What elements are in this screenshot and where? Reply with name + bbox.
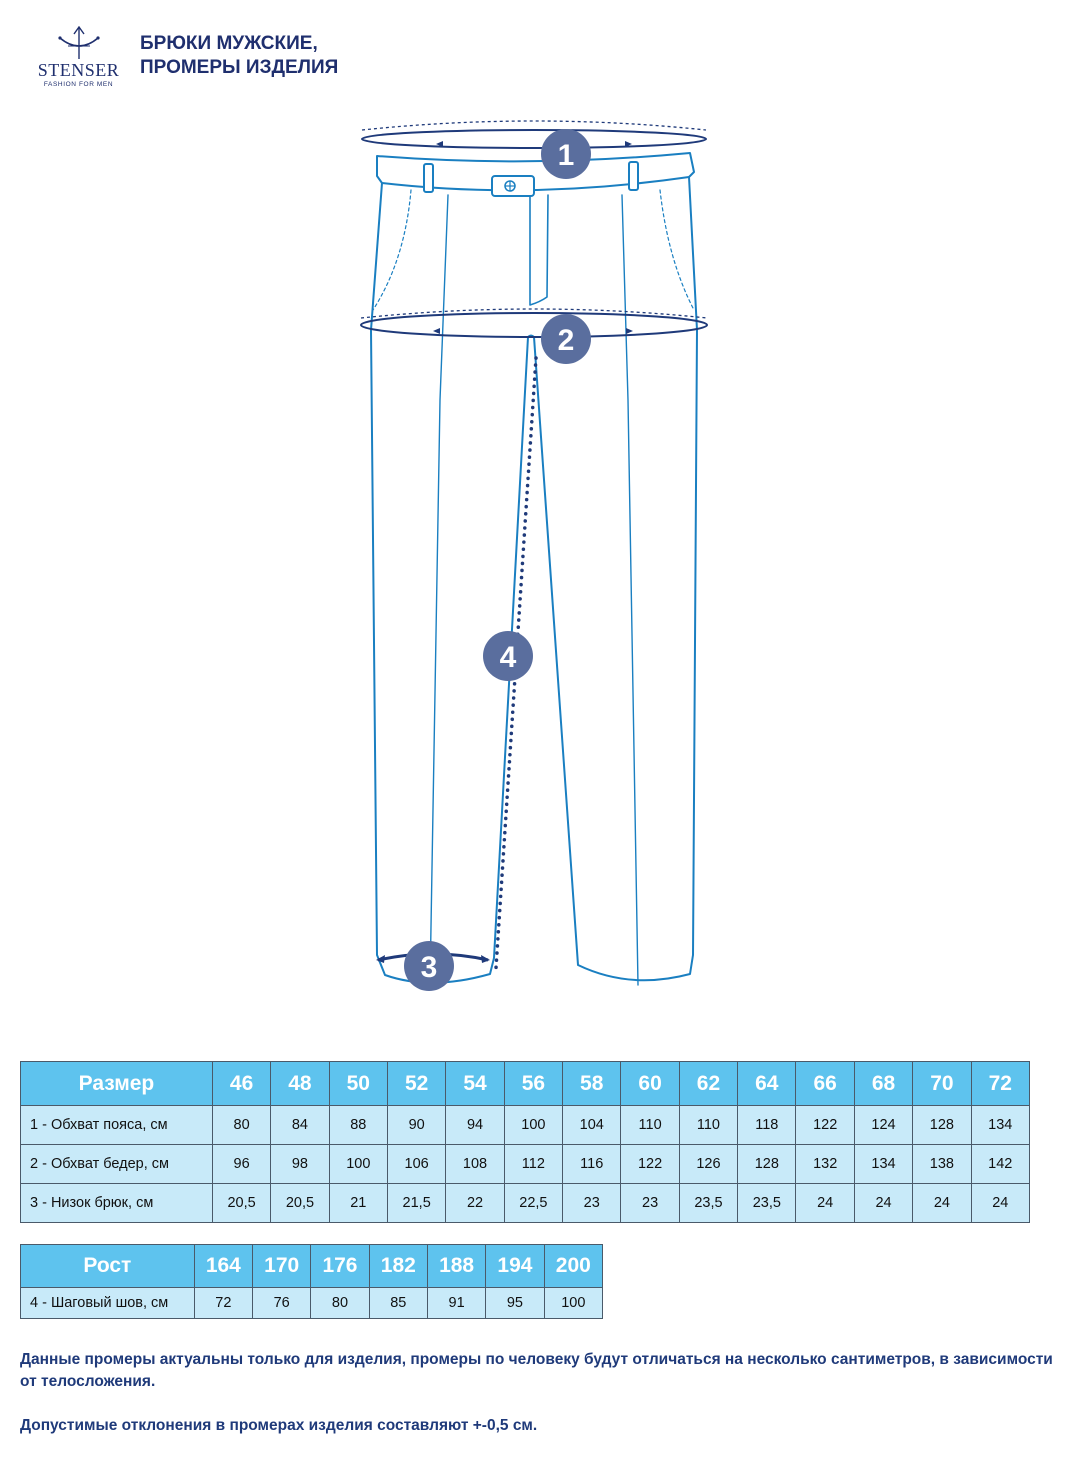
size-cell: 72 (971, 1062, 1029, 1106)
height-cell: 194 (486, 1245, 544, 1288)
table-cell: 122 (621, 1145, 679, 1184)
size-cell: 52 (387, 1062, 445, 1106)
height-table-header (21, 1245, 603, 1288)
marker-2-label: 2 (557, 324, 575, 357)
brand-name: STENSER (37, 60, 120, 80)
table-cell: 21,5 (387, 1184, 445, 1223)
belt-loop-right (629, 162, 638, 190)
height-cell: 182 (369, 1245, 427, 1288)
size-table (20, 1061, 1030, 1223)
table-cell: 95 (486, 1288, 544, 1319)
table-cell: 23 (621, 1184, 679, 1223)
table-cell: 142 (971, 1145, 1029, 1184)
marker-2 (541, 314, 591, 364)
table-cell: 126 (679, 1145, 737, 1184)
height-cell: 170 (253, 1245, 311, 1288)
table-row (21, 1145, 1030, 1184)
height-header-label: Рост (21, 1245, 195, 1288)
trousers-pocket-left (373, 190, 411, 310)
marker-1-label: 1 (557, 139, 575, 172)
table-cell: 100 (329, 1145, 387, 1184)
notes (20, 1349, 1060, 1459)
table-cell: 24 (971, 1184, 1029, 1223)
note-measurements: Данные промеры актуальны только для изделия, промеры по человеку будут отличаться на несколько сантиметров, в зависимости от телосложения. (20, 1351, 1053, 1390)
brand-tagline: FASHION FOR MEN (43, 81, 114, 88)
marker-4-label: 4 (499, 641, 517, 674)
table-cell: 96 (212, 1145, 270, 1184)
brand-logo (26, 26, 131, 96)
size-cell: 54 (446, 1062, 504, 1106)
table-cell: 108 (446, 1145, 504, 1184)
marker-3 (404, 941, 454, 991)
table-cell: 106 (387, 1145, 445, 1184)
size-cell: 50 (329, 1062, 387, 1106)
table-cell: 90 (387, 1106, 445, 1145)
table-cell: 124 (854, 1106, 912, 1145)
table-cell: 134 (854, 1145, 912, 1184)
page-title (140, 32, 338, 80)
trousers-pocket-right (660, 190, 694, 310)
height-cell: 176 (311, 1245, 369, 1288)
trousers-crease-right (622, 195, 638, 985)
size-cell: 56 (504, 1062, 562, 1106)
table-cell: 88 (329, 1106, 387, 1145)
table-cell: 91 (427, 1288, 485, 1319)
marker-1 (541, 129, 591, 179)
table-cell: 23,5 (679, 1184, 737, 1223)
table-cell: 20,5 (212, 1184, 270, 1223)
hip-ellipse-front (361, 313, 707, 337)
table-cell: 122 (796, 1106, 854, 1145)
table-cell: 24 (796, 1184, 854, 1223)
table-cell: 80 (212, 1106, 270, 1145)
height-cell: 188 (427, 1245, 485, 1288)
trousers-fly (530, 192, 548, 305)
size-header-label: Размер (21, 1062, 213, 1106)
table-cell: 22 (446, 1184, 504, 1223)
belt-loop-left (424, 164, 433, 192)
bow-arrow-icon (56, 26, 102, 60)
table-cell: 138 (913, 1145, 971, 1184)
table-cell: 72 (194, 1288, 252, 1319)
size-cell: 62 (679, 1062, 737, 1106)
table-cell: 20,5 (271, 1184, 329, 1223)
table-cell: 85 (369, 1288, 427, 1319)
size-cell: 66 (796, 1062, 854, 1106)
row-label: 4 - Шаговый шов, см (21, 1288, 195, 1319)
page-title-line-1: БРЮКИ МУЖСКИЕ, (140, 33, 318, 54)
table-row (21, 1288, 603, 1319)
size-cell: 48 (271, 1062, 329, 1106)
trousers-outline (371, 177, 697, 983)
table-cell: 94 (446, 1106, 504, 1145)
table-cell: 23 (563, 1184, 621, 1223)
table-cell: 110 (621, 1106, 679, 1145)
waist-ellipse-front (362, 130, 706, 148)
button-icon (505, 181, 515, 191)
table-cell: 118 (738, 1106, 796, 1145)
table-cell: 98 (271, 1145, 329, 1184)
table-cell: 23,5 (738, 1184, 796, 1223)
marker-3-label: 3 (420, 951, 438, 984)
height-cell: 200 (544, 1245, 602, 1288)
size-cell: 68 (854, 1062, 912, 1106)
header (0, 0, 1080, 100)
table-cell: 132 (796, 1145, 854, 1184)
row-label: 1 - Обхват пояса, см (21, 1106, 213, 1145)
size-cell: 64 (738, 1062, 796, 1106)
table-cell: 22,5 (504, 1184, 562, 1223)
table-cell: 84 (271, 1106, 329, 1145)
table-cell: 128 (913, 1106, 971, 1145)
page-title-line-2: ПРОМЕРЫ ИЗДЕЛИЯ (140, 57, 339, 78)
trousers-crease-left (430, 195, 448, 985)
table-cell: 80 (311, 1288, 369, 1319)
size-cell: 70 (913, 1062, 971, 1106)
table-row (21, 1106, 1030, 1145)
height-table (20, 1244, 603, 1319)
size-table-header (21, 1062, 1030, 1106)
table-cell: 104 (563, 1106, 621, 1145)
height-cell: 164 (194, 1245, 252, 1288)
table-cell: 24 (913, 1184, 971, 1223)
table-row (21, 1184, 1030, 1223)
size-cell: 46 (212, 1062, 270, 1106)
row-label: 2 - Обхват бедер, см (21, 1145, 213, 1184)
waist-ellipse-back (362, 121, 706, 130)
row-label: 3 - Низок брюк, см (21, 1184, 213, 1223)
table-cell: 134 (971, 1106, 1029, 1145)
table-cell: 116 (563, 1145, 621, 1184)
table-cell: 100 (504, 1106, 562, 1145)
table-cell: 21 (329, 1184, 387, 1223)
size-cell: 60 (621, 1062, 679, 1106)
table-cell: 24 (854, 1184, 912, 1223)
table-cell: 110 (679, 1106, 737, 1145)
trousers-diagram (350, 100, 720, 1000)
marker-4 (483, 631, 533, 681)
table-cell: 128 (738, 1145, 796, 1184)
table-cell: 76 (253, 1288, 311, 1319)
size-cell: 58 (563, 1062, 621, 1106)
table-cell: 100 (544, 1288, 602, 1319)
note-tolerance: Допустимые отклонения в промерах изделия составляют +-0,5 см. (20, 1417, 538, 1434)
table-cell: 112 (504, 1145, 562, 1184)
